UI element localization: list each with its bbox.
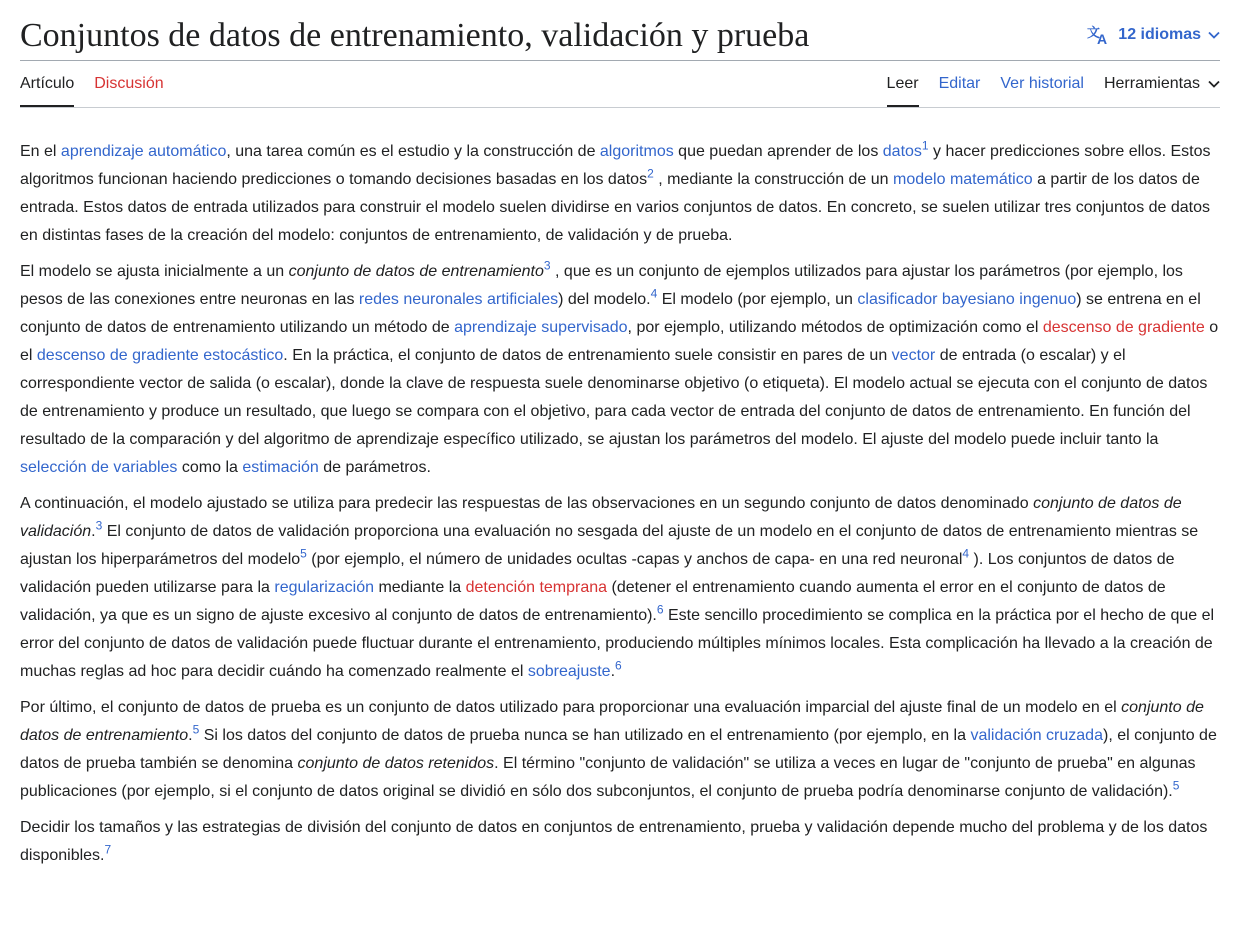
svg-text:A: A (1097, 31, 1108, 45)
title-bar (20, 0, 1220, 61)
text: Por último, el conjunto de datos de prueba es un conjunto de datos utilizado para proporcionar una evaluación imparcial del ajuste final de un modelo en el (20, 699, 1122, 716)
text: Este sencillo procedimiento se complica en la práctica por el hecho de que el error del conjunto de datos de validación puede fluctuar durante el entrenamiento, produciendo múltiples mínimos locales. Esta complicación ha llevado a la creación de muchas reglas ad hoc para decidir cuándo ha comenzado realmente el (20, 607, 1215, 680)
text: que puedan aprender de los (673, 143, 883, 160)
reference-link[interactable]: 5 (300, 546, 307, 561)
link-algoritmos[interactable]: algoritmos (599, 143, 674, 160)
link-sobreajuste[interactable]: sobreajuste (527, 663, 611, 680)
text: mediante la (374, 579, 466, 596)
text: , que es un conjunto de ejemplos utilizados para ajustar los parámetros (por ejemplo, los pesos de las conexiones entre neuronas en las (20, 263, 1183, 308)
link-validacion-cruzada[interactable]: validación cruzada (970, 727, 1103, 744)
text: a partir de los datos de entrada. Estos datos de entrada utilizados para construir el modelo suelen dividirse en varios conjuntos de datos. En concreto, se suelen utilizar tres conjuntos de datos en distintas fases de la creación del modelo: conjuntos de entrenamiento, de validación y de prueba. (20, 171, 1211, 244)
reference-6[interactable] (657, 603, 664, 617)
language-button[interactable] (1087, 22, 1220, 48)
text: El conjunto de datos de validación proporciona una evaluación no sesgada del ajuste de un modelo en el conjunto de datos de entrenamiento mientras se ajustan los hiperparámetros del modelo (20, 523, 1199, 568)
text: y hacer predicciones sobre ellos. Estos algoritmos funcionan haciendo predicciones o tomando decisiones basadas en los datos (20, 143, 1211, 188)
reference-link[interactable]: 5 (192, 722, 200, 737)
link-vector[interactable]: vector (891, 347, 936, 364)
text: o el (20, 319, 1219, 364)
text: En el (20, 143, 61, 160)
reference-2[interactable] (647, 167, 654, 181)
tools-menu[interactable] (1104, 61, 1220, 107)
reference-link[interactable]: 6 (656, 602, 664, 617)
reference-link[interactable]: 3 (543, 258, 551, 273)
text: Decidir los tamaños y las estrategias de división del conjunto de datos en conjuntos de entrenamiento, prueba y validación depende mucho del problema y de los datos disponibles. (20, 819, 1208, 864)
text: Si los datos del conjunto de datos de prueba nunca se han utilizado en el entrenamiento (por ejemplo, en la (199, 727, 971, 744)
reference-link[interactable]: 4 (962, 546, 970, 561)
italic-term: conjunto de datos de validación (20, 495, 1182, 540)
reference-5[interactable] (300, 547, 307, 561)
reference-link[interactable]: 1 (921, 138, 929, 153)
text: A continuación, el modelo ajustado se utiliza para predecir las respuestas de las observaciones en un segundo conjunto de datos denominado (20, 495, 1034, 512)
reference-5[interactable] (1173, 779, 1180, 793)
text: . (610, 663, 616, 680)
tab-edit[interactable]: Editar (938, 75, 981, 92)
text: (detener el entrenamiento cuando aumenta el error en el conjunto de datos de validación, ya que es un signo de ajuste excesivo al conjunto de datos de entrenamiento). (20, 579, 1166, 624)
text: , por ejemplo, utilizando métodos de optimización como el (627, 319, 1043, 336)
reference-link[interactable]: 2 (647, 166, 654, 181)
italic-term: conjunto de datos retenidos (297, 755, 495, 772)
chevron-down-icon (1208, 80, 1220, 88)
paragraph-1 (20, 138, 1220, 250)
text: . (188, 727, 193, 744)
reference-1[interactable] (922, 139, 929, 153)
link-descenso-gradiente[interactable]: descenso de gradiente (1042, 319, 1205, 336)
page-tabs (20, 61, 1220, 108)
translate-icon (1087, 25, 1111, 45)
link-clasificador-bayesiano[interactable]: clasificador bayesiano ingenuo (857, 291, 1077, 308)
tab-article[interactable]: Artículo (20, 61, 74, 107)
link-redes-neuronales[interactable]: redes neuronales artificiales (358, 291, 559, 308)
text: , mediante la construcción de un (653, 171, 894, 188)
article-page (20, 0, 1220, 870)
link-aprendizaje-supervisado[interactable]: aprendizaje supervisado (454, 319, 628, 336)
reference-7[interactable] (105, 843, 112, 857)
link-regularizacion[interactable]: regularización (274, 579, 374, 596)
reference-link[interactable]: 5 (1172, 778, 1180, 793)
italic-term: conjunto de datos de entrenamiento (288, 263, 544, 280)
reference-link[interactable]: 6 (615, 658, 622, 673)
svg-text:文: 文 (1087, 26, 1101, 41)
text: de parámetros. (318, 459, 431, 476)
article-body (20, 108, 1220, 870)
reference-6[interactable] (615, 659, 622, 673)
link-estimacion[interactable]: estimación (242, 459, 319, 476)
text: ), el conjunto de datos de prueba también se denomina (20, 727, 1217, 772)
reference-link[interactable]: 4 (650, 286, 658, 301)
paragraph-4 (20, 694, 1220, 806)
reference-3[interactable] (544, 259, 551, 273)
tab-talk[interactable]: Discusión (94, 75, 164, 92)
paragraph-5 (20, 814, 1220, 870)
link-datos[interactable]: datos (882, 143, 922, 160)
text: . En la práctica, el conjunto de datos de entrenamiento suele consistir en pares de un (283, 347, 892, 364)
link-seleccion-variables[interactable]: selección de variables (20, 459, 178, 476)
paragraph-2 (20, 258, 1220, 482)
text: . (91, 523, 96, 540)
page-title: Conjuntos de datos de entrenamiento, validación y prueba (20, 17, 810, 54)
text: (por ejemplo, el número de unidades ocultas -capas y anchos de capa- en una red neuronal (306, 551, 963, 568)
text: ) se entrena en el conjunto de datos de entrenamiento utilizando un método de (20, 291, 1201, 336)
text: como la (177, 459, 243, 476)
text: de entrada (o escalar) y el correspondiente vector de salida (o escalar), donde la clave de respuesta suele denominarse objetivo (o etiqueta). El modelo actual se ejecuta con el conjunto de datos de entrenamiento y produce un resultado, que luego se compara con el objetivo, para cada vector de entrada del conjunto de datos de entrenamiento. En función del resultado de la comparación y del algoritmo de aprendizaje específico utilizado, se ajustan los parámetros del modelo. El ajuste del modelo puede incluir tanto la (20, 347, 1208, 448)
tools-label: Herramientas (1103, 75, 1200, 92)
reference-link[interactable]: 7 (104, 842, 112, 857)
link-detencion-temprana[interactable]: detención temprana (465, 579, 608, 596)
text: El modelo (por ejemplo, un (657, 291, 858, 308)
tab-history[interactable]: Ver historial (1000, 75, 1084, 92)
text: . El término "conjunto de validación" se utiliza a veces en lugar de "conjunto de prueba" en algunas publicaciones (por ejemplo, si el conjunto de datos original se dividió en sólo dos subconjuntos, el conjunto de prueba podría denominarse conjunto de validación). (20, 755, 1196, 800)
text: ) del modelo. (558, 291, 651, 308)
paragraph-3 (20, 490, 1220, 686)
italic-term: conjunto de datos de entrenamiento (20, 699, 1204, 744)
reference-link[interactable]: 3 (95, 518, 103, 533)
text: El modelo se ajusta inicialmente a un (20, 263, 289, 280)
link-aprendizaje-automatico[interactable]: aprendizaje automático (60, 143, 227, 160)
chevron-down-icon (1208, 31, 1220, 39)
text: ). Los conjuntos de datos de validación pueden utilizarse para la (20, 551, 1175, 596)
link-descenso-gradiente-estocastico[interactable]: descenso de gradiente estocástico (36, 347, 284, 364)
tab-read[interactable]: Leer (887, 61, 919, 107)
language-label: 12 idiomas (1118, 26, 1201, 43)
link-modelo-matematico[interactable]: modelo matemático (893, 171, 1033, 188)
text: , una tarea común es el estudio y la construcción de (226, 143, 600, 160)
